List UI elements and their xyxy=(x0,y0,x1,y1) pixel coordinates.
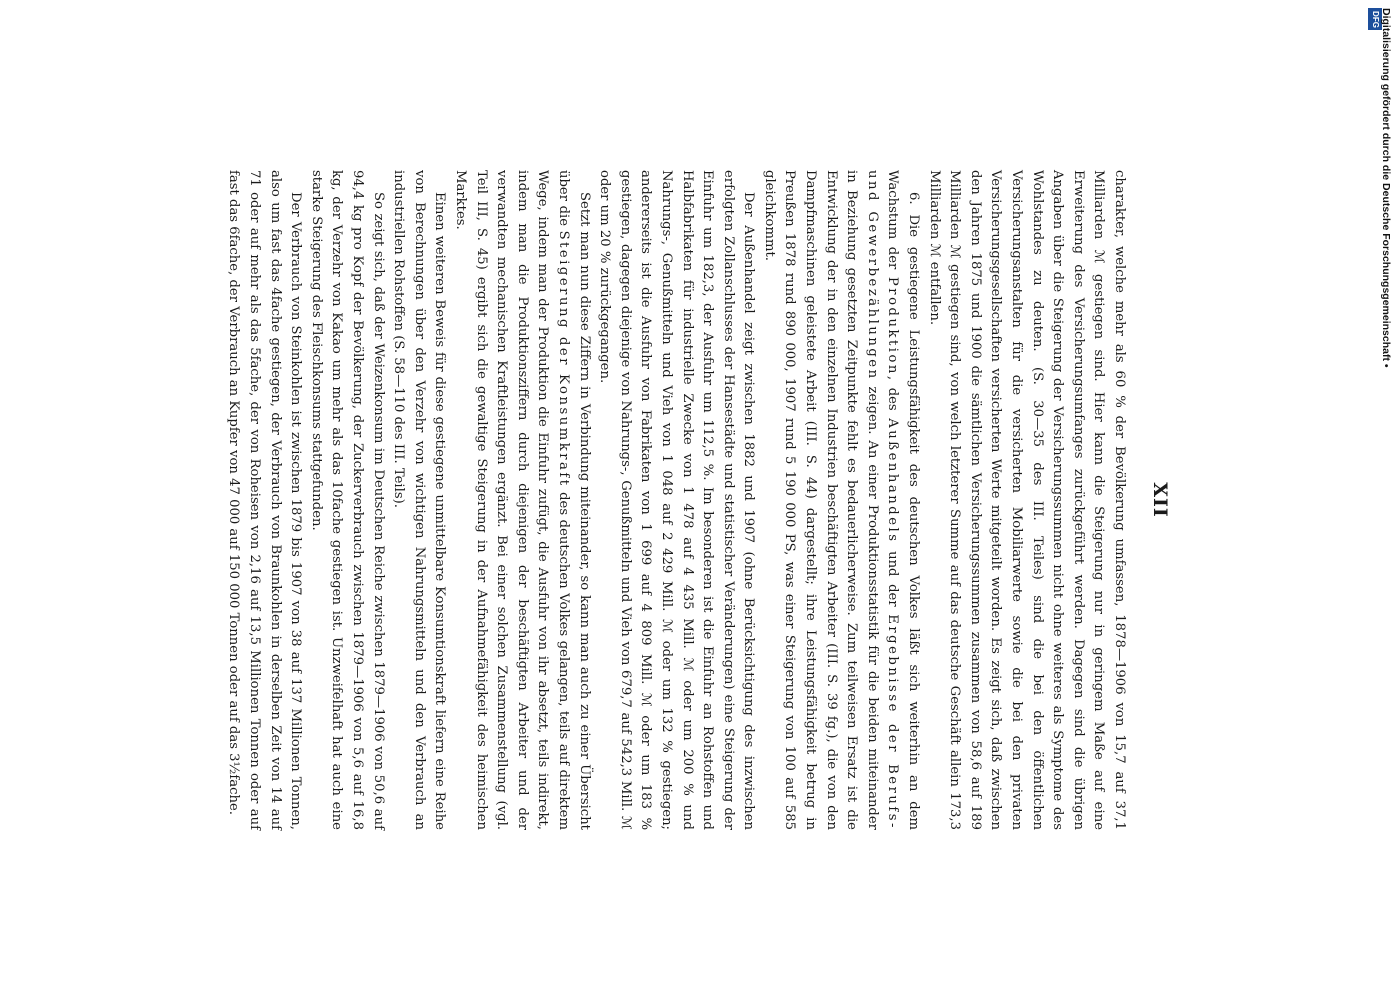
paragraph-4 xyxy=(449,170,593,830)
paragraph-3: Der Außenhandel zeigt zwischen 1882 und 1907 (ohne Berücksichtigung des inzwischen erfolgten Zollanschlusses der Hansestädte und statistischer Veränderungen) eine Steigerung der Einfuhr um 182,3, der Ausfuhr um 112,5 %. Im besonderen ist die Einfuhr an Rohstoffen und Halbfabrikaten für industrielle Zwecke von 1 478 auf 4 435 Mill. ℳ oder um 200 % und Nahrungs-, Genußmitteln und Vieh von 1 048 auf 2 429 Mill. ℳ oder um 132 % gestiegen; andererseits ist die Ausfuhr von Fabrikaten von 1 699 auf 4 809 Mill. ℳ oder um 183 % gestiegen, dagegen diejenige von Nahrungs-, Genußmitteln und Vieh von 679,7 auf 542,3 Mill. ℳ oder um 20 % zurückgegangen. xyxy=(597,170,757,830)
paragraph-2-mid1: , des xyxy=(885,375,901,419)
spaced-term-census: Ergebnisse der Berufs- und Gewerbezählungen xyxy=(864,170,901,830)
paragraph-5: Einen weiteren Beweis für diese gestiegene unmittelbare Konsumtionskraft liefern eine Reihe von Berechnungen über den Verzehr von wichtigen Nahrungsmitteln und den Verbrauch an industriellen Rohstoffen (S. 58—110 des III. Teils). xyxy=(391,170,448,830)
page-number: XII xyxy=(1149,482,1171,518)
spaced-term-trade: Außenhandels xyxy=(885,418,901,544)
paragraph-7: Der Verbrauch von Steinkohlen ist zwischen 1879 bis 1907 von 38 auf 137 Millionen Tonnen, also um fast das 4fache gestiegen, der Verbrauch von Braunkohlen in derselben Zeit von 14 auf 71 oder auf mehr als das 5fache, der von Roheisen von 2,16 auf 13,5 Millionen Tonnen oder auf fast das 6fache, der Verbrauch an Kupfer von 47 000 auf 150 000 Tonnen oder auf das 3½fache. xyxy=(226,170,304,830)
body-text xyxy=(223,170,1129,830)
paragraph-4-start: Setzt man nun diese Ziffern in Verbindung miteinander, so kann man auch zu einer Übersicht über die xyxy=(555,170,592,830)
paragraph-1: charakter, welche mehr als 60 % der Bevölkerung umfassen, 1878—1906 von 15,7 auf 37,1 Milliarden ℳ gestiegen sind. Hier kann die Steigerung nur in geringem Maße auf eine Erweiterung des Versicherungsumfanges zurückgeführt werden. Dagegen sind die übrigen Angaben über die Steigerung der Versicherungssummen nicht ohne weiteres als Symptome des Wohlstandes zu deuten. (S. 30—35 des III. Teiles) sind die bei den öffentlichen Versicherungsanstalten für die versicherten Mobiliarwerte sowie die bei den privaten Versicherungsgesellschaften versicherten Werte mitgeteilt worden. Es zeigt sich, daß zwischen den Jahren 1875 und 1900 die sämtlichen Versicherungssummen zusammen von 58,6 auf 189 Milliarden ℳ gestiegen sind, von welch letzterer Summe auf das deutsche Geschäft allein 173,3 Milliarden ℳ entfallen. xyxy=(926,170,1127,830)
dfg-credit-text: Digitalisierung gefördert durch die Deutsche Forschungsgemeinschaft • xyxy=(1380,8,1392,368)
paragraph-2 xyxy=(758,170,923,830)
spaced-term-consumption: Steigerung der Konsumkraft xyxy=(555,230,571,488)
dfg-logo-text: DFG xyxy=(1370,10,1380,28)
paragraph-2-mid2: und der xyxy=(885,543,901,615)
paragraph-2-end: zeigen. An einer Produktionsstatistik für die beiden miteinander in Beziehung gesetzten Zeitpunkte fehlt es bedauerlicherweise. Zum teilweisen Ersatz ist die Entwicklung der in den einzelnen Industrien beschäftigten Arbeiter (III. S. 39 fg.), die von den Dampfmaschinen geleistete Arbeit (III. S. 44) dargestellt; ihre Leistungsfähigkeit betrug in Preußen 1878 rund 890 000, 1907 rund 5 190 000 PS, was einer Steigerung von 100 auf 585 gleichkommt. xyxy=(761,170,880,830)
rotated-page xyxy=(211,170,1171,830)
dfg-credit xyxy=(1372,8,1392,608)
paragraph-2-start: 6. Die gestiegene Leistungsfähigkeit des deutschen Volkes läßt sich weiterhin an dem Wachstum der xyxy=(885,170,922,830)
paragraph-4-end: des deutschen Volkes gelangen, teils auf direktem Wege, indem man der Produktion die Einfuhr zufügt, die Ausfuhr von ihr absetzt, teils indirekt, indem man die Produktionsziffern durch diejenigen der beschäftigten Arbeiter und der verwandten mechanischen Kraftleistungen ergänzt. Bei einer solchen Zusammenstellung (vgl. Teil III, S. 45) ergibt sich die gewaltige Steigerung in der Aufnahmefähigkeit des heimischen Marktes. xyxy=(453,170,571,830)
paragraph-6: So zeigt sich, daß der Weizenkonsum im Deutschen Reiche zwischen 1879—1906 von 50,6 auf 94,4 kg pro Kopf der Bevölkerung, der Zuckerverbrauch zwischen 1879—1906 von 5,6 auf 16,8 kg, der Verzehr von Kakao um mehr als das 10fache gestiegen ist. Unzweifelhaft hat auch eine starke Steigerung des Fleischkonsums stattgefunden. xyxy=(308,170,386,830)
spaced-term-production: Produktion xyxy=(885,276,901,376)
